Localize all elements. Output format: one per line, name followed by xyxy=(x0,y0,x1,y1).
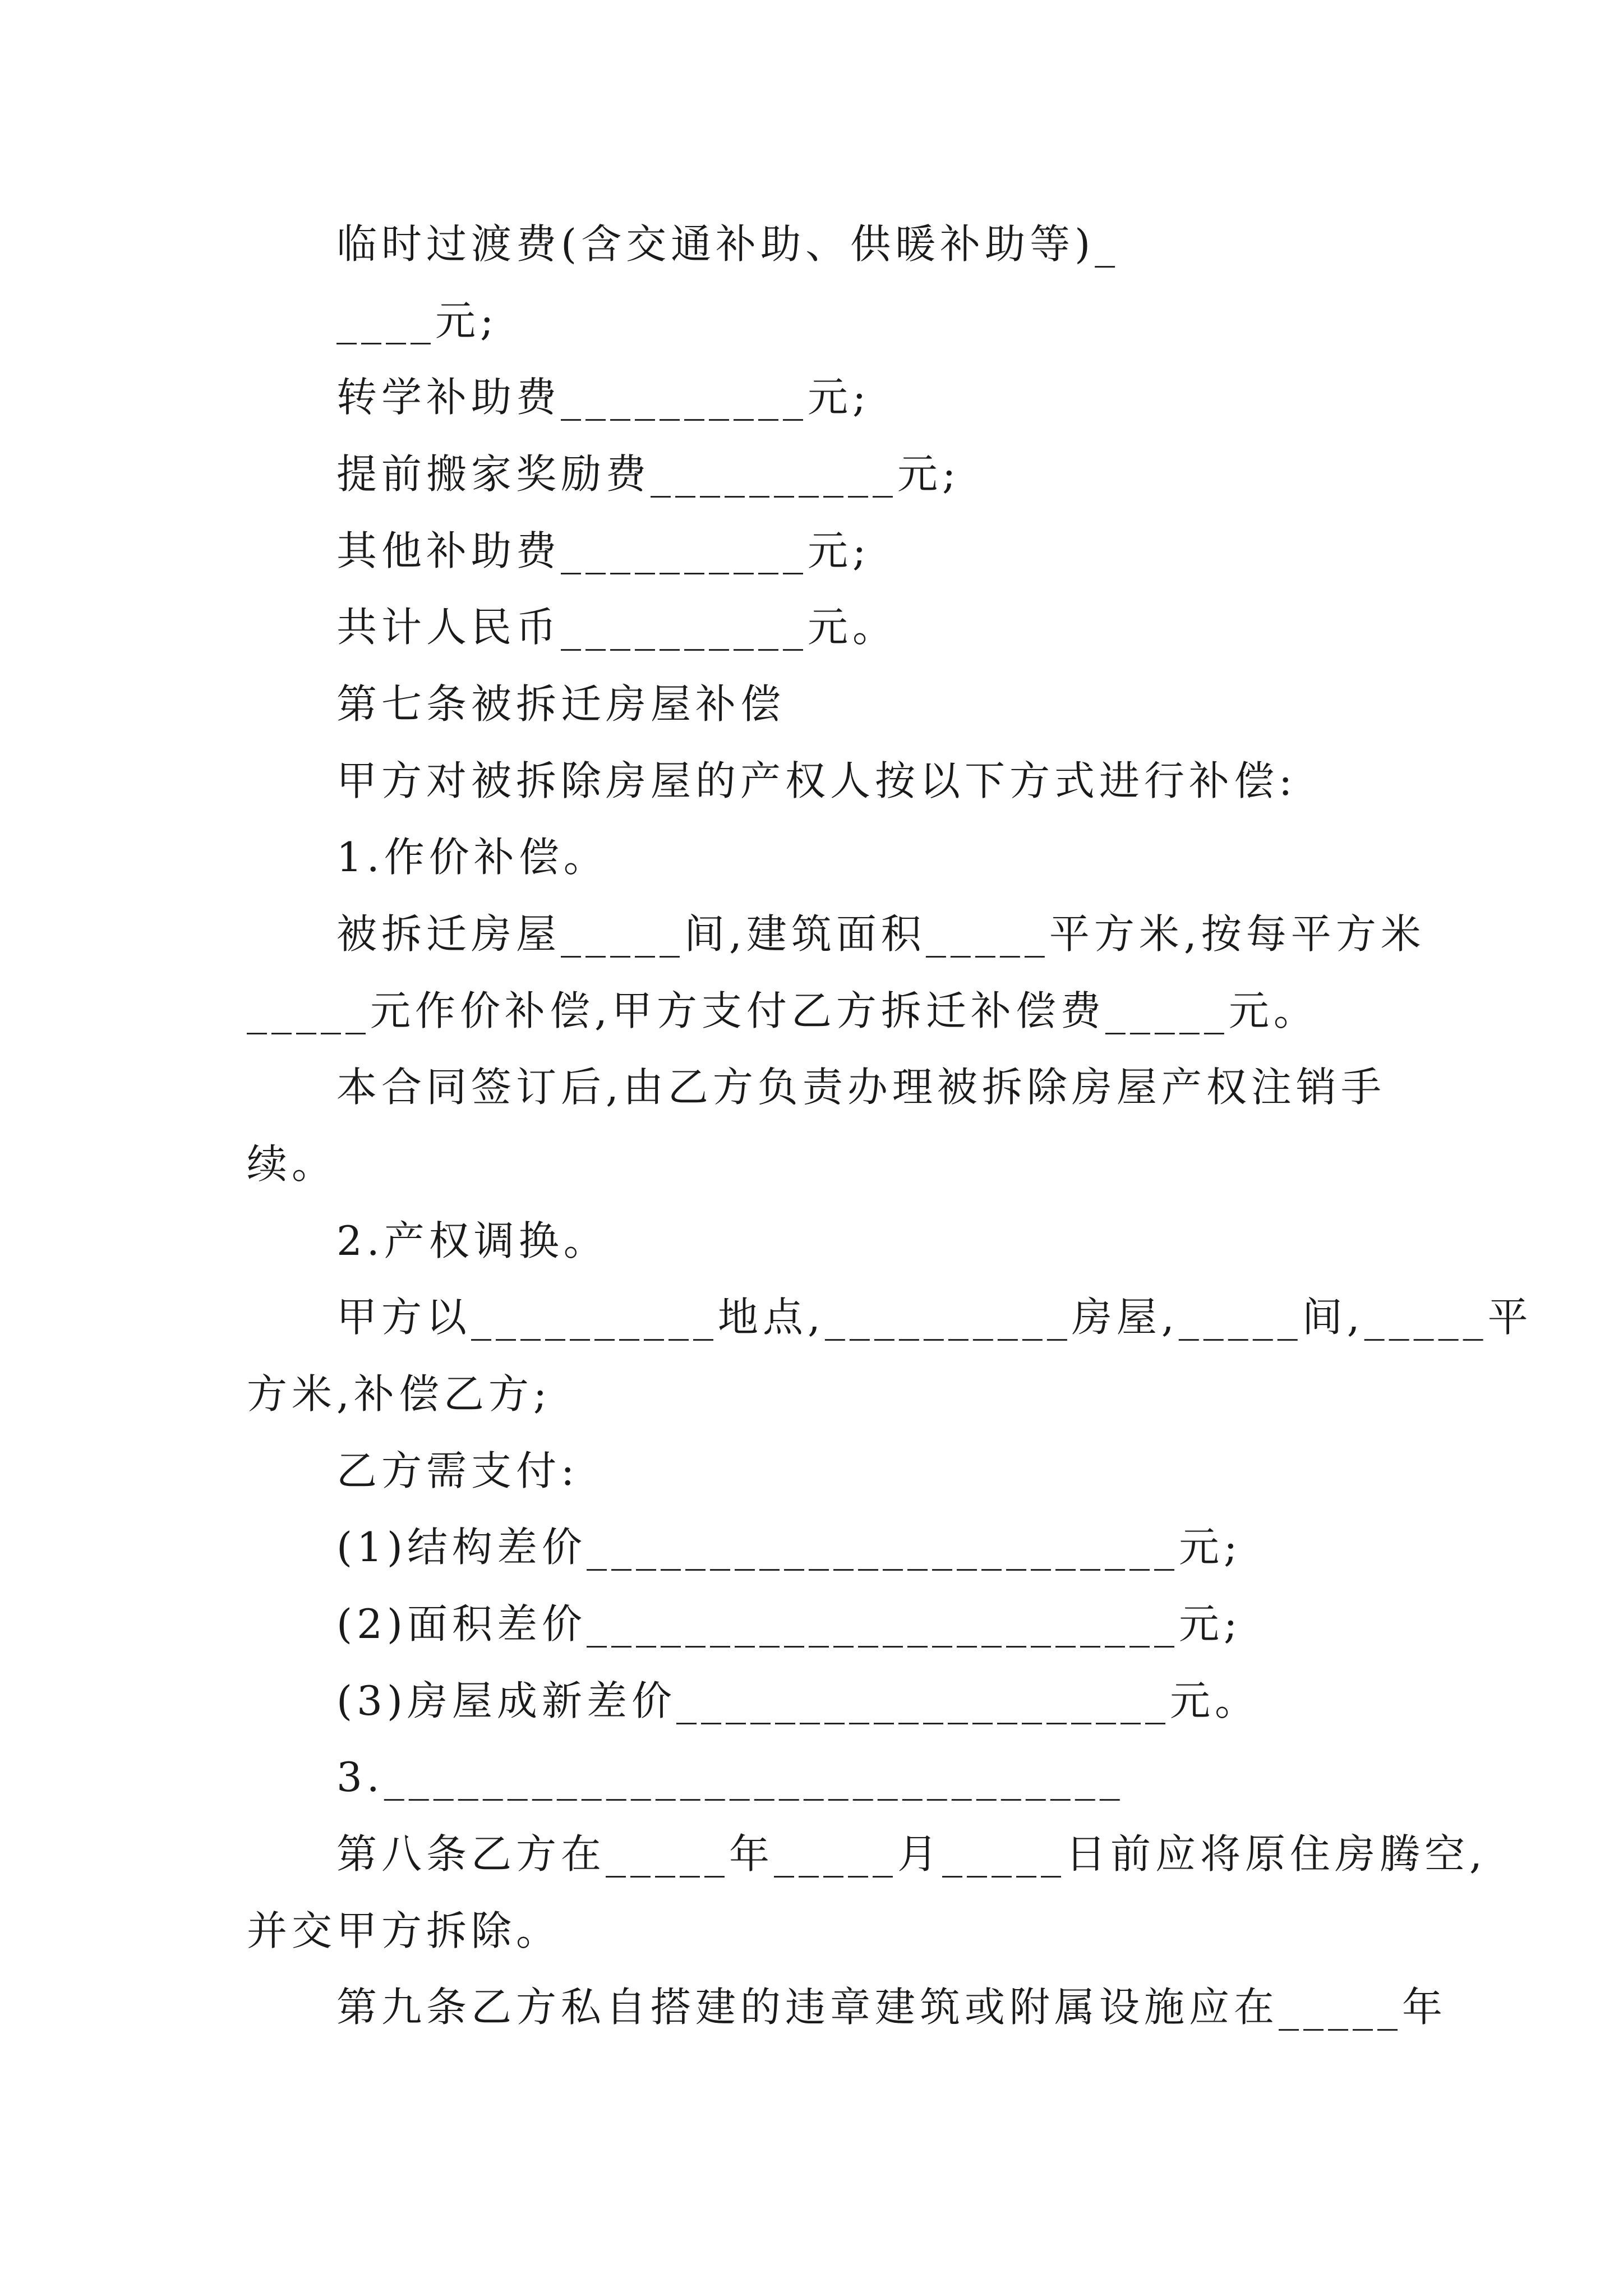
item-3-blank: 3.______________________________ xyxy=(336,1754,1124,1801)
text-line-house-rooms-area: 被拆迁房屋_____间,建筑面积_____平方米,按每平方米 xyxy=(336,910,1426,958)
text-line-transition-fee: 临时过渡费(含交通补助、供暖补助等)_ xyxy=(336,220,1120,268)
text-line-newness-difference: (3)房屋成新差价____________________元。 xyxy=(336,1677,1260,1724)
text-line-total-rmb: 共计人民币__________元。 xyxy=(336,604,898,651)
text-line-compensation-method: 甲方对被拆除房屋的产权人按以下方式进行补偿: xyxy=(336,757,1297,804)
item-2-heading: 2.产权调换。 xyxy=(336,1217,608,1264)
text-line-compensate-party-b: 方米,补偿乙方; xyxy=(247,1370,552,1418)
text-line-early-move-reward: 提前搬家奖励费__________元; xyxy=(336,450,961,498)
text-line-school-transfer-fee: 转学补助费__________元; xyxy=(336,374,871,421)
text-line-compensation-payment: _____元作价补偿,甲方支付乙方拆迁补偿费_____元。 xyxy=(247,987,1318,1034)
text-line-contract-signed: 本合同签订后,由乙方负责办理被拆除房屋产权注销手 xyxy=(336,1064,1386,1111)
text-line-transition-fee-amount: ____元; xyxy=(336,297,499,344)
article-7-heading: 第七条被拆迁房屋补偿 xyxy=(336,680,786,728)
article-9-text: 第九条乙方私自搭建的违章建筑或附属设施应在_____年 xyxy=(336,1984,1447,2031)
text-line-party-b-pays: 乙方需支付: xyxy=(336,1447,579,1494)
article-8-continued: 并交甲方拆除。 xyxy=(247,1907,561,1954)
text-line-property-exchange: 甲方以__________地点,__________房屋,_____间,_____平 xyxy=(336,1294,1533,1341)
text-line-procedures: 续。 xyxy=(247,1140,337,1188)
article-8-text: 第八条乙方在_____年_____月_____日前应将原住房腾空, xyxy=(336,1830,1487,1878)
text-line-other-subsidy: 其他补助费__________元; xyxy=(336,527,871,574)
item-1-heading: 1.作价补偿。 xyxy=(336,834,608,881)
text-line-area-difference: (2)面积差价________________________元; xyxy=(336,1600,1242,1648)
text-line-structure-difference: (1)结构差价________________________元; xyxy=(336,1524,1242,1571)
